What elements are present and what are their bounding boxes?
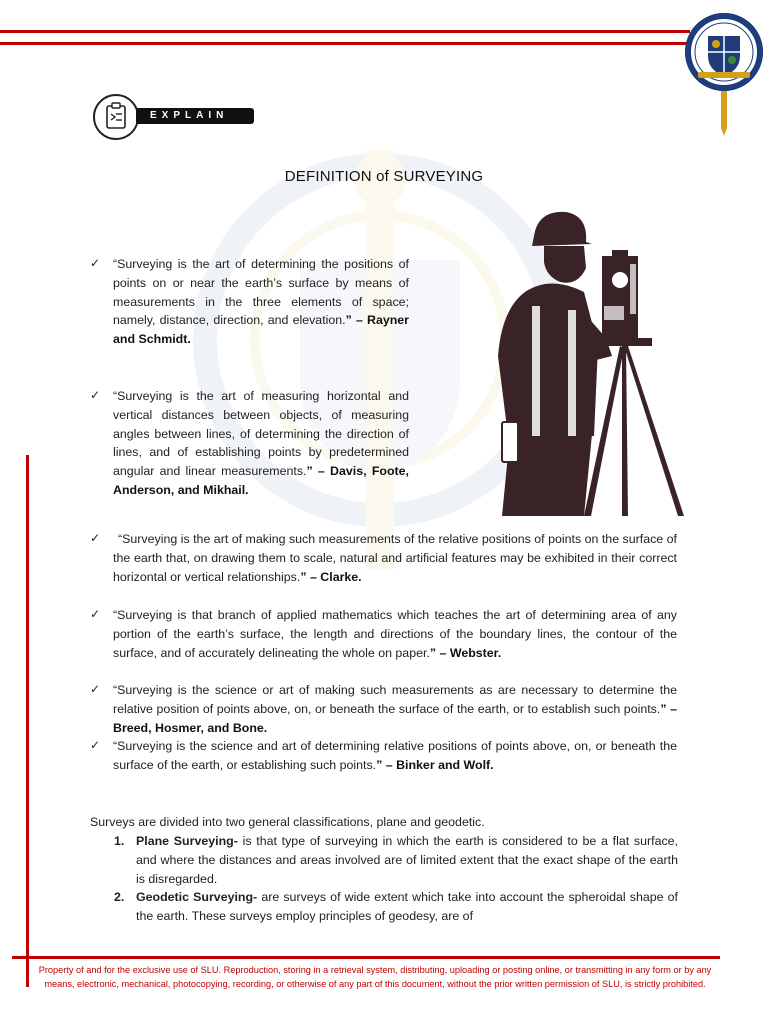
list-term: Geodetic Surveying- bbox=[136, 890, 258, 905]
list-number: 2. bbox=[114, 890, 125, 905]
explain-badge-icon-circle bbox=[93, 94, 139, 140]
check-icon: ✓ bbox=[90, 607, 101, 621]
definition-3: “Surveying is the art of making such measurements of the relative positions of points on the surface of the earth that, on drawing them to scale, natural and artificial features may be exhibited in their correct horizontal or vertical relationships.” – Clarke. bbox=[113, 532, 677, 584]
classification-list bbox=[110, 832, 678, 926]
footer-copyright: Property of and for the exclusive use of SLU. Reproduction, storing in a retrieval system, distributing, uploading or posting online, or transmitting in any form or by any means, electronic, mechanical, photocopying, recording, or otherwise of any part of this document, without the prior written permission of SLU, is strictly prohibited. bbox=[38, 965, 712, 989]
check-icon: ✓ bbox=[90, 531, 101, 545]
list-number: 1. bbox=[114, 834, 125, 848]
left-margin-rule bbox=[26, 455, 29, 987]
definition-4: “Surveying is that branch of applied mathematics which teaches the art of determining area of any portion of the earth’s surface, the length and directions of the boundary lines, the contour of the surface, and of accurately delineating the whole on paper.” – Webster. bbox=[113, 608, 677, 660]
classification-intro: Surveys are divided into two general classifications, plane and geodetic. bbox=[90, 815, 485, 829]
explain-badge: EXPLAIN bbox=[136, 108, 254, 124]
check-icon: ✓ bbox=[90, 682, 101, 696]
university-logo bbox=[680, 8, 768, 136]
header-rule-bottom bbox=[0, 42, 690, 45]
surveyor-illustration bbox=[488, 206, 684, 516]
list-item: 2. Geodetic Surveying- are surveys of wide extent which take into account the spheroidal shape of the earth. These surveys employ principles of geodesy, are of bbox=[114, 890, 678, 924]
header-rule-top bbox=[0, 30, 690, 33]
sword-crossguard bbox=[698, 72, 750, 78]
check-icon: ✓ bbox=[90, 388, 101, 402]
list-item: 1. Plane Surveying- is that type of surveying in which the earth is considered to be a flat surface, and where the distances and areas involved are of limited extent that the exact shape of the earth is disregarded. bbox=[114, 834, 678, 886]
page-title: DEFINITION of SURVEYING bbox=[284, 168, 484, 185]
check-icon: ✓ bbox=[90, 738, 101, 752]
list-term: Plane Surveying- bbox=[136, 834, 238, 848]
footer-rule bbox=[12, 956, 720, 959]
definition-5: “Surveying is the science or art of making such measurements as are necessary to determine the relative position of points above, on, or beneath the surface of the earth, or to establish such points.” –Breed, Hosmer, and Bone. bbox=[113, 683, 678, 735]
definition-6: “Surveying is the science and art of determining relative positions of points above, on, or beneath the surface of the earth, or establishing such points.” – Binker and Wolf. bbox=[113, 739, 677, 772]
check-icon: ✓ bbox=[90, 256, 101, 270]
clipboard-icon bbox=[95, 96, 137, 138]
definition-1: “Surveying is the art of determining the positions of points on or near the earth’s surface by means of measurements in the three elements of space; namely, distance, direction, and elevation.” – Rayner and Schmidt. bbox=[113, 257, 410, 347]
definition-2: “Surveying is the art of measuring horizontal and vertical distances between objects, of measuring angles between lines, of determining the direction of lines, and of establishing points by predetermined angular and linear measurements.” – Davis, Foote, Anderson, and Mikhail. bbox=[113, 389, 409, 497]
